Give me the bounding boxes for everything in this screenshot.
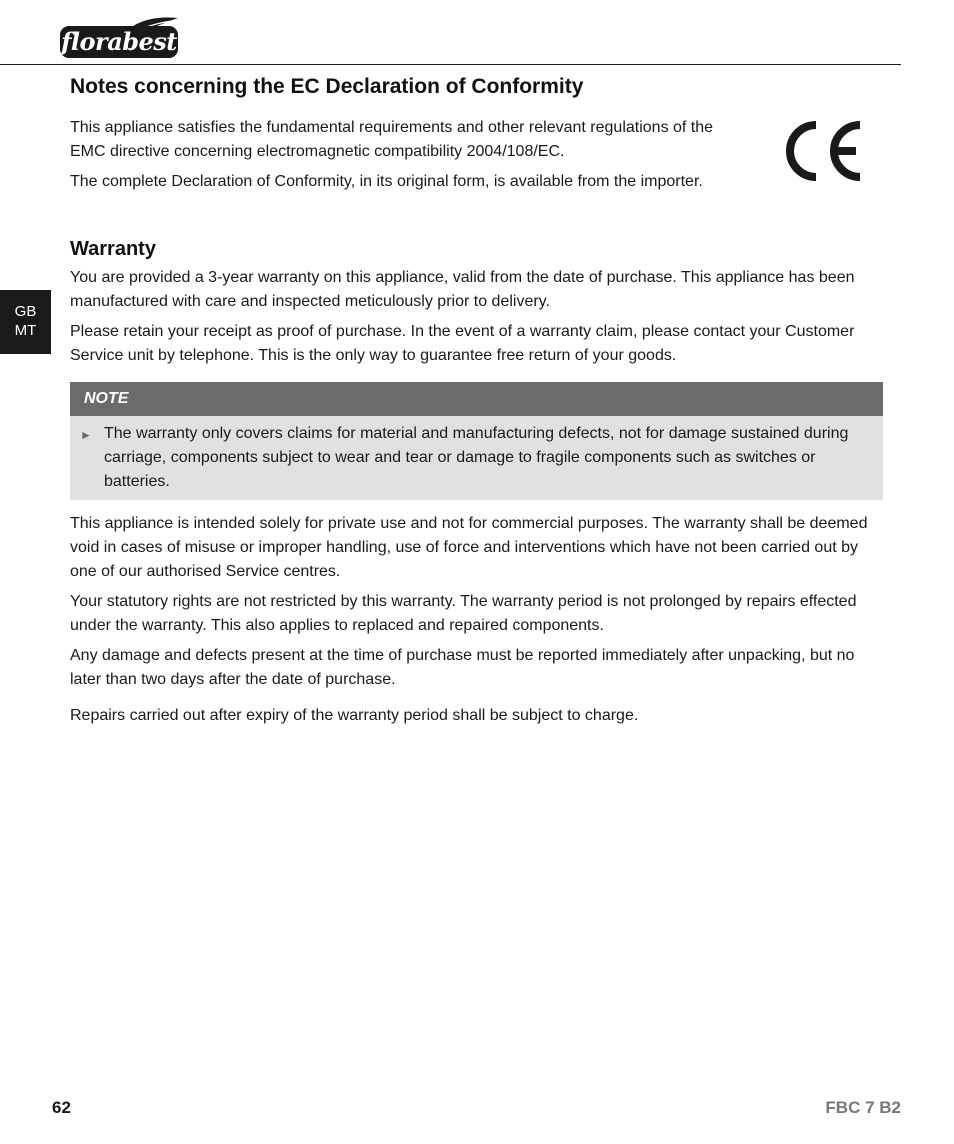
ce-mark-icon [778,118,864,184]
warranty-paragraph-4: Your statutory rights are not restricted by this warranty. The warranty period is not prolonged by repairs effected under the warranty. This also applies to replaced and repaired components. [70,593,857,634]
brand-wordmark: florabest [61,27,177,56]
warranty-paragraph-2: Please retain your receipt as proof of purchase. In the event of a warranty claim, please contact your Customer Service unit by telephone. This is the only way to guarantee free return of your goods. [70,323,855,364]
ec-section-title: Notes concerning the EC Declaration of Conformity [70,75,584,98]
language-code-2: MT [14,322,37,339]
warranty-conditions [70,512,883,728]
warranty-paragraph-6: Repairs carried out after expiry of the warranty period shall be subject to charge. [70,707,639,724]
ec-section-text [70,116,730,194]
language-tab [0,290,51,354]
language-code-1: GB [14,303,37,320]
model-number: FBC 7 B2 [825,1098,901,1117]
note-text: The warranty only covers claims for material and manufacturing defects, not for damage sustained during carriage, components subject to wear and tear or damage to fragile components such as switches or batteries. [104,425,849,490]
warranty-paragraph-1: You are provided a 3-year warranty on this appliance, valid from the date of purchase. This appliance has been manufactured with care and inspected meticulously prior to delivery. [70,269,855,310]
page-number: 62 [52,1098,71,1117]
warranty-title: Warranty [70,238,156,260]
brand-logo [60,14,180,60]
ec-paragraph-2: The complete Declaration of Conformity, in its original form, is available from the importer. [70,173,703,190]
triangle-right-icon: ► [80,428,92,442]
ec-declaration-section [70,70,883,194]
warranty-paragraph-5: Any damage and defects present at the time of purchase must be reported immediately after unpacking, but no later than two days after the date of purchase. [70,647,855,688]
warranty-section [70,234,883,728]
note-item [70,416,883,500]
note-box [70,382,883,500]
page-content [70,70,883,728]
ec-paragraph-1: This appliance satisfies the fundamental requirements and other relevant regulations of the EMC directive concerning electromagnetic compatibility 2004/108/EC. [70,119,714,160]
note-label: NOTE [70,382,883,416]
header-divider [0,64,901,65]
warranty-paragraph-3: This appliance is intended solely for private use and not for commercial purposes. The warranty shall be deemed void in cases of misuse or improper handling, use of force and interventions which have not been carried out by one of our authorised Service centres. [70,515,868,580]
